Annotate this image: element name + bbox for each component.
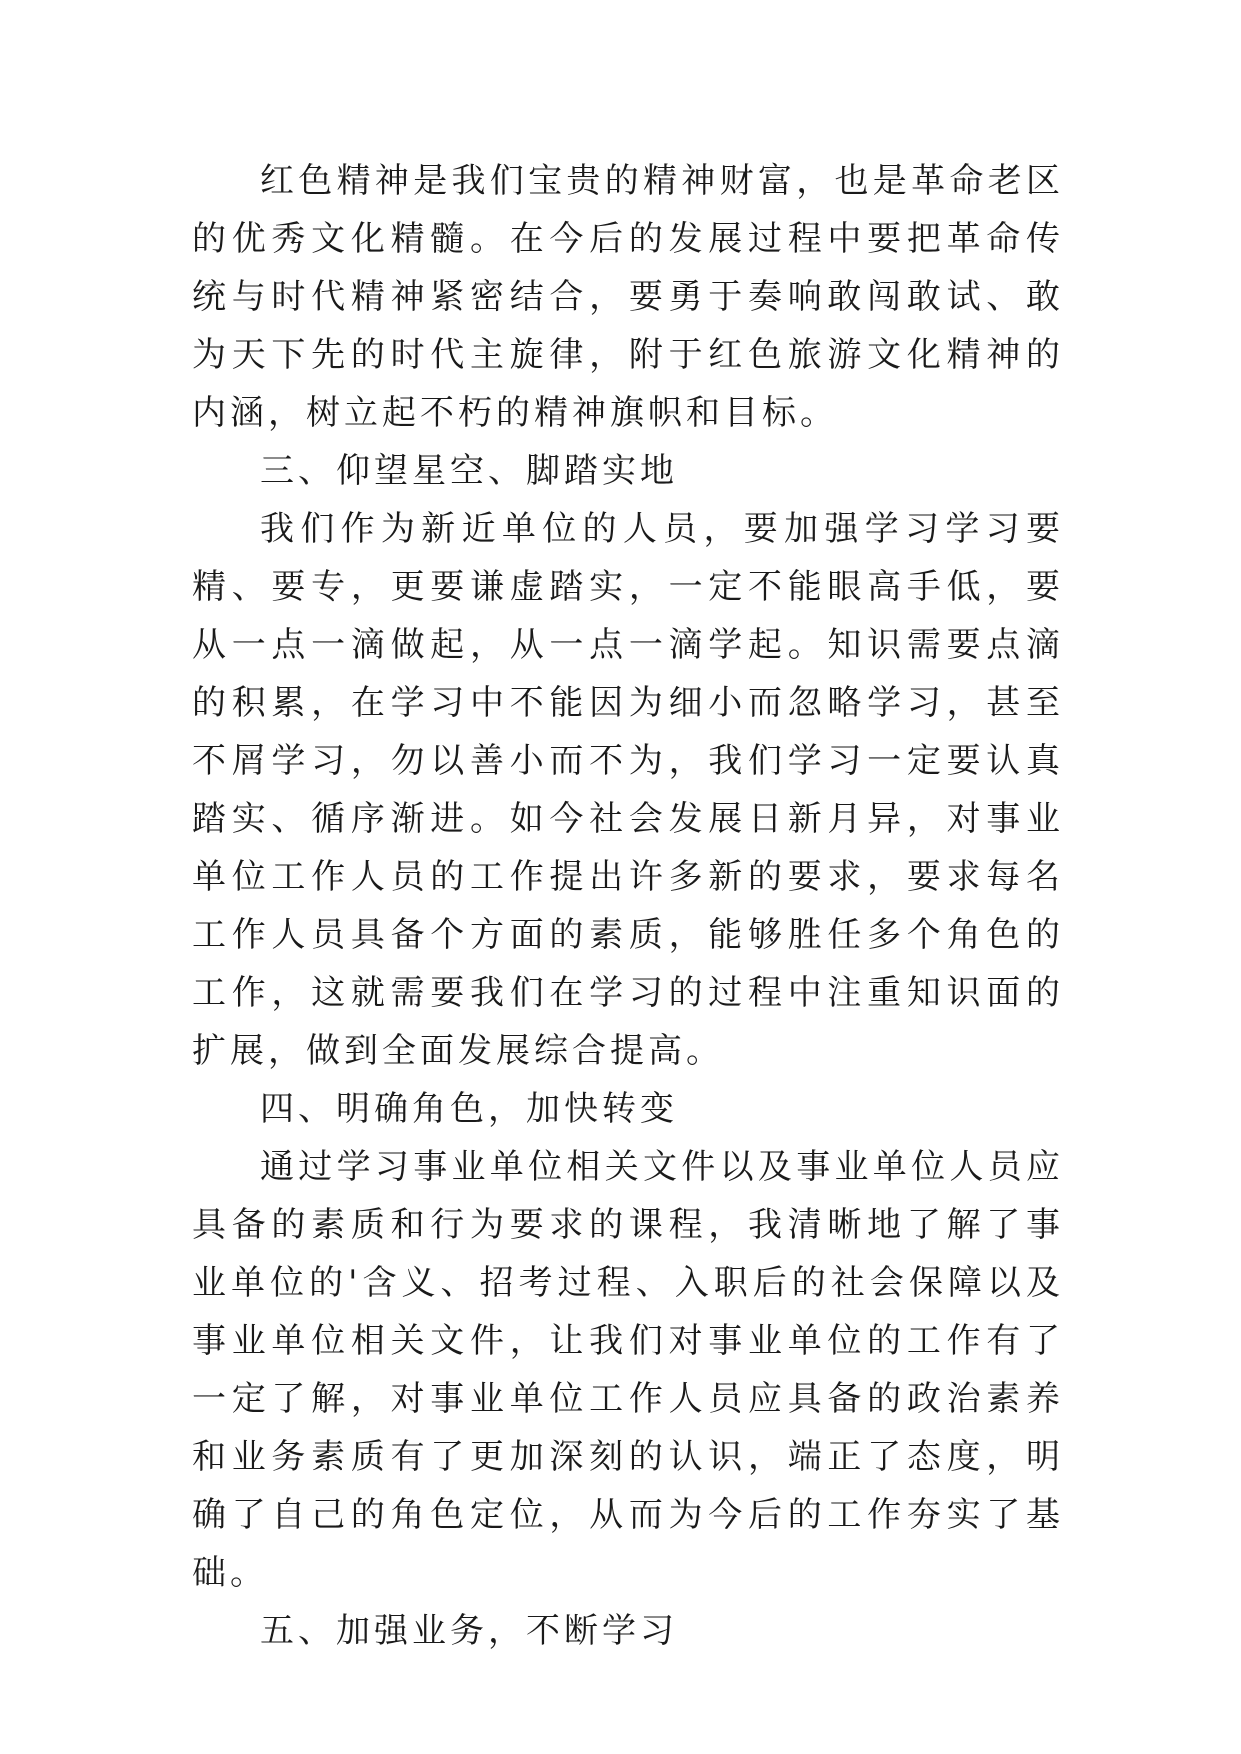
document-body [192, 152, 1064, 1660]
heading-section-3: 三、仰望星空、脚踏实地 [260, 451, 678, 491]
heading-section-5: 五、加强业务，不断学习 [260, 1611, 678, 1651]
paragraph-section-4: 通过学习事业单位相关文件以及事业单位人员应具备的素质和行为要求的课程，我清晰地了解了事业单位的'含义、招考过程、入职后的社会保障以及事业单位相关文件，让我们对事业单位的工作有了一定了解，对事业单位工作人员应具备的政治素养和业务素质有了更加深刻的认识，端正了态度，明确了自己的角色定位，从而为今后的工作夯实了基础。 [192, 1147, 1064, 1593]
paragraph-red-spirit: 红色精神是我们宝贵的精神财富，也是革命老区的优秀文化精髓。在今后的发展过程中要把革命传统与时代精神紧密结合，要勇于奏响敢闯敢试、敢为天下先的时代主旋律，附于红色旅游文化精神的内涵，树立起不朽的精神旗帜和目标。 [192, 161, 1064, 433]
heading-section-4: 四、明确角色，加快转变 [260, 1089, 678, 1129]
paragraph-section-3: 我们作为新近单位的人员，要加强学习学习要精、要专，更要谦虚踏实，一定不能眼高手低，要从一点一滴做起，从一点一滴学起。知识需要点滴的积累，在学习中不能因为细小而忽略学习，甚至不屑学习，勿以善小而不为，我们学习一定要认真踏实、循序渐进。如今社会发展日新月异，对事业单位工作人员的工作提出许多新的要求，要求每名工作人员具备个方面的素质，能够胜任多个角色的工作，这就需要我们在学习的过程中注重知识面的扩展，做到全面发展综合提高。 [192, 509, 1064, 1071]
